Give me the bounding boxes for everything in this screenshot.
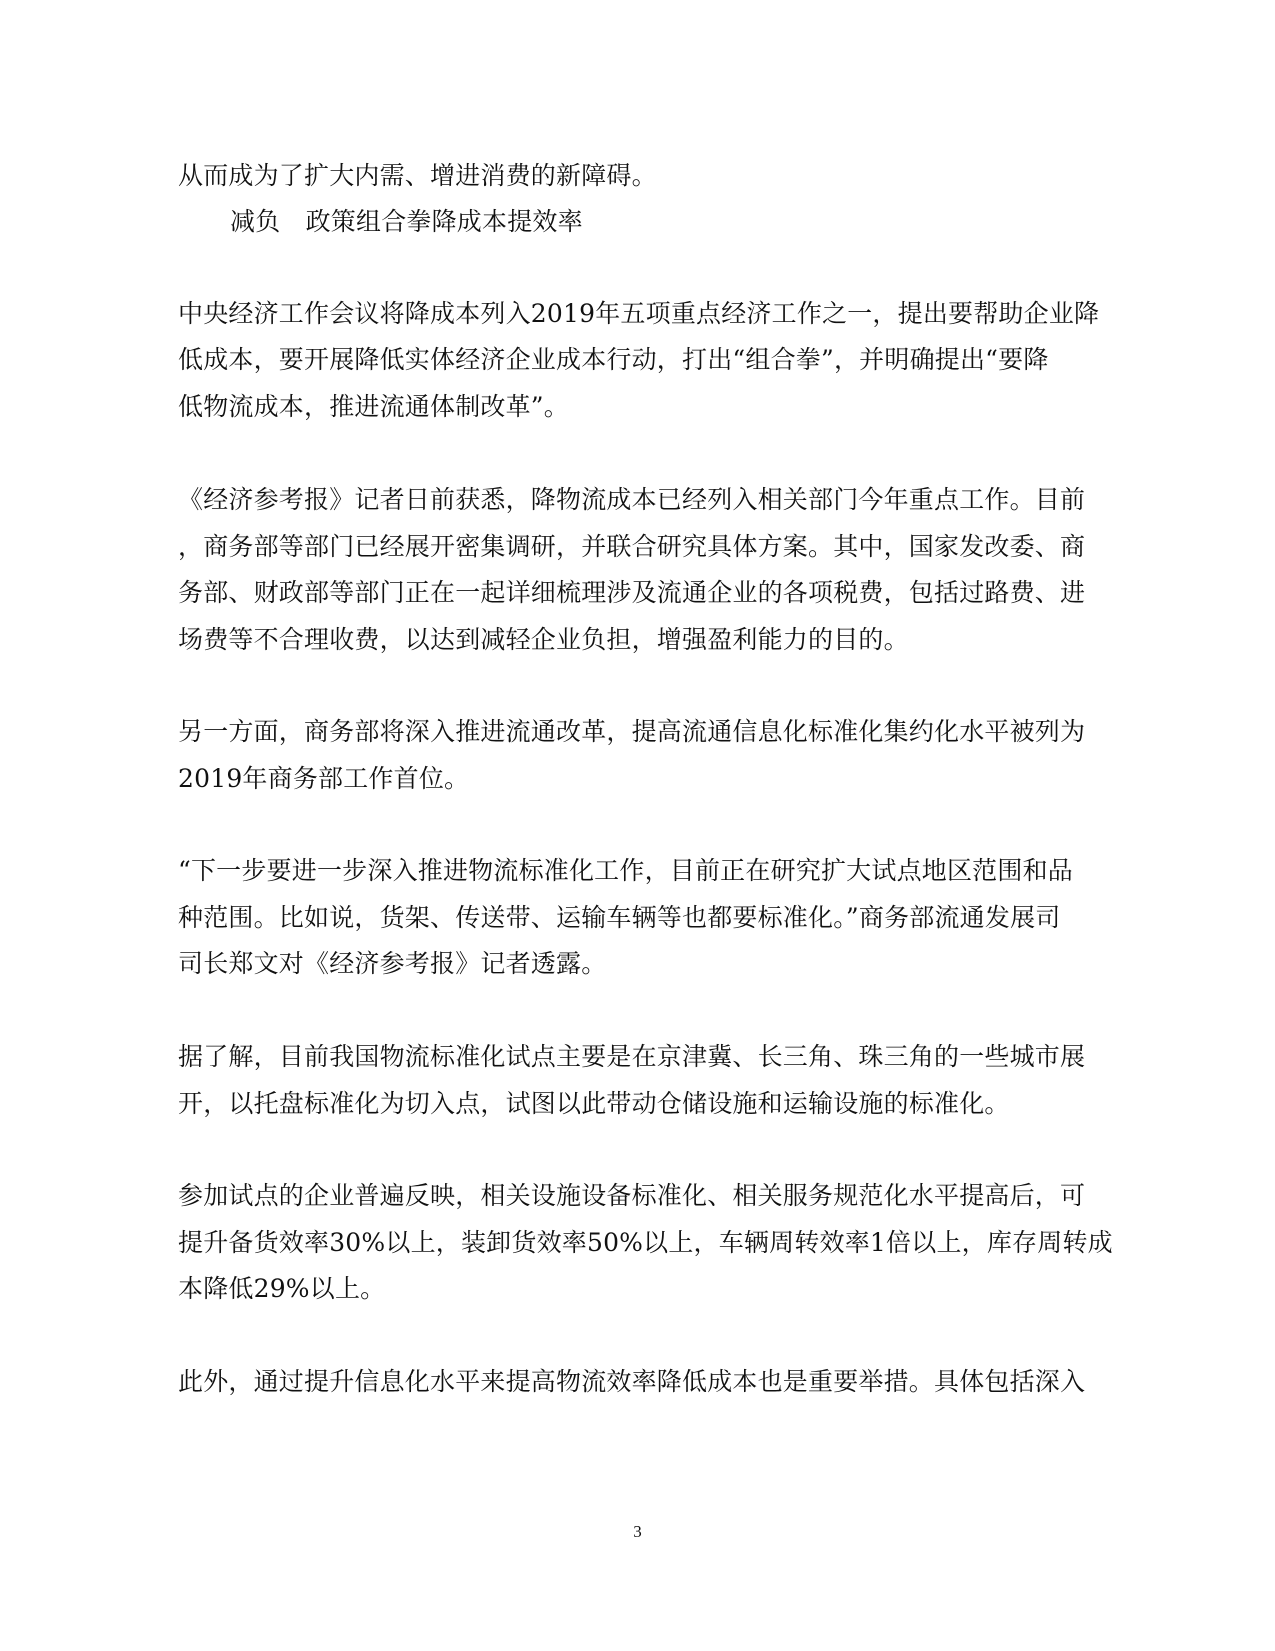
paragraph-line: 《经济参考报》记者日前获悉，降物流成本已经列入相关部门今年重点工作。目前 bbox=[178, 485, 1086, 514]
paragraph-line: 种范围。比如说，货架、传送带、运输车辆等也都要标准化。”商务部流通发展司 bbox=[178, 903, 1061, 932]
paragraph-line: 从而成为了扩大内需、增进消费的新障碍。 bbox=[178, 161, 657, 190]
section-heading: 减负 政策组合拳降成本提效率 bbox=[230, 207, 583, 236]
paragraph-line: 2019年商务部工作首位。 bbox=[178, 764, 470, 793]
paragraph-line: 提升备货效率30%以上，装卸货效率50%以上，车辆周转效率1倍以上，库存周转成 bbox=[178, 1228, 1113, 1257]
paragraph-line: 场费等不合理收费，以达到减轻企业负担，增强盈利能力的目的。 bbox=[178, 625, 909, 654]
paragraph-line: 低物流成本，推进流通体制改革”。 bbox=[178, 392, 569, 421]
paragraph-line: 开，以托盘标准化为切入点，试图以此带动仓储设施和运输设施的标准化。 bbox=[178, 1089, 1010, 1118]
paragraph-line: 另一方面，商务部将深入推进流通改革，提高流通信息化标准化集约化水平被列为 bbox=[178, 717, 1086, 746]
paragraph-line: 参加试点的企业普遍反映，相关设施设备标准化、相关服务规范化水平提高后，可 bbox=[178, 1181, 1086, 1210]
paragraph-line: 务部、财政部等部门正在一起详细梳理涉及流通企业的各项税费，包括过路费、进 bbox=[178, 578, 1086, 607]
paragraph-line: 本降低29%以上。 bbox=[178, 1274, 386, 1303]
paragraph-line: 此外，通过提升信息化水平来提高物流效率降低成本也是重要举措。具体包括深入 bbox=[178, 1367, 1086, 1396]
page-number: 3 bbox=[633, 1522, 642, 1541]
paragraph-line: 中央经济工作会议将降成本列入2019年五项重点经济工作之一，提出要帮助企业降 bbox=[178, 299, 1100, 328]
paragraph-line: 低成本，要开展降低实体经济企业成本行动，打出“组合拳”，并明确提出“要降 bbox=[178, 345, 1049, 374]
paragraph-line: “下一步要进一步深入推进物流标准化工作，目前正在研究扩大试点地区范围和品 bbox=[178, 856, 1073, 885]
paragraph-line: 司长郑文对《经济参考报》记者透露。 bbox=[178, 949, 607, 978]
paragraph-line: 据了解，目前我国物流标准化试点主要是在京津冀、长三角、珠三角的一些城市展 bbox=[178, 1042, 1086, 1071]
paragraph-line: ，商务部等部门已经展开密集调研，并联合研究具体方案。其中，国家发改委、商 bbox=[178, 532, 1086, 561]
